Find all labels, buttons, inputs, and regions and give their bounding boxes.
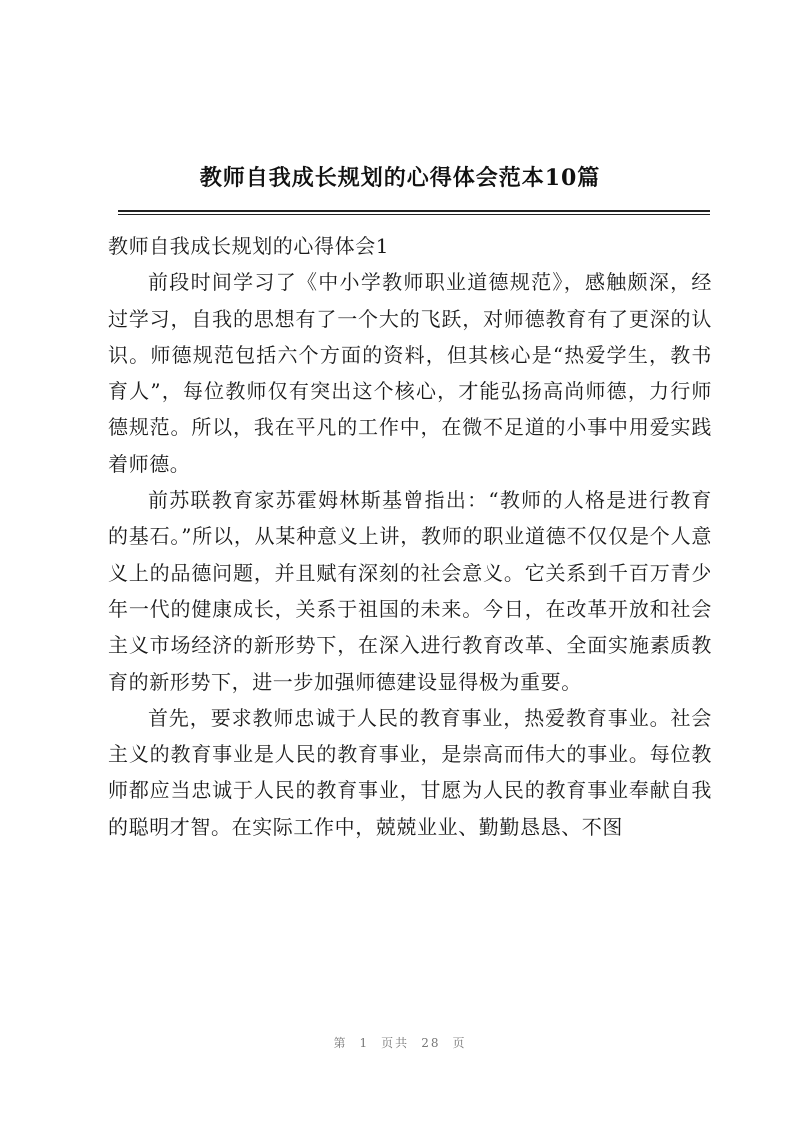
paragraph-3: 首先，要求教师忠诚于人民的教育事业，热爱教育事业。社会主义的教育事业是人民的教育事业，是崇高而伟大的事业。每位教师都应当忠诚于人民的教育事业，甘愿为人民的教育事业奉献自我的聪明才智。在实际工作中，兢兢业业、勤勤恳恳、不图 [108, 705, 712, 839]
footer-current-page: 1 [359, 1036, 370, 1050]
section-heading: 教师自我成长规划的心得体会1 [108, 234, 390, 258]
paragraph-2: 前苏联教育家苏霍姆林斯基曾指出：“教师的人格是进行教育的基石。”所以，从某种意义上讲，教师的职业道德不仅仅是个人意义上的品德问题，并且赋有深刻的社会意义。它关系到千百万青少年一代的健康成长，关系于祖国的未来。今日，在改革开放和社会主义市场经济的新形势下，在深入进行教育改革、全面实施素质教育的新形势下，进一步加强师德建设显得极为重要。 [108, 488, 712, 694]
title-divider-thick [118, 210, 710, 212]
footer-prefix: 第 [333, 1036, 348, 1050]
page-footer [0, 1034, 800, 1051]
footer-middle: 页共 [381, 1036, 410, 1050]
paragraph-1: 前段时间学习了《中小学教师职业道德规范》，感触颇深，经过学习，自我的思想有了一个大的飞跃，对师德教育有了更深的认识。师德规范包括六个方面的资料，但其核心是“热爱学生，教书育人”，每位教师仅有突出这个核心，才能弘扬高尚师德，力行师德规范。所以，我在平凡的工作中，在微不足道的小事中用爱实践着师德。 [108, 270, 712, 476]
document-body [108, 228, 712, 845]
footer-suffix: 页 [452, 1036, 467, 1050]
document-title: 教师自我成长规划的心得体会范本10篇 [199, 165, 601, 191]
title-divider-thin [118, 214, 710, 215]
footer-total-pages: 28 [421, 1036, 441, 1050]
